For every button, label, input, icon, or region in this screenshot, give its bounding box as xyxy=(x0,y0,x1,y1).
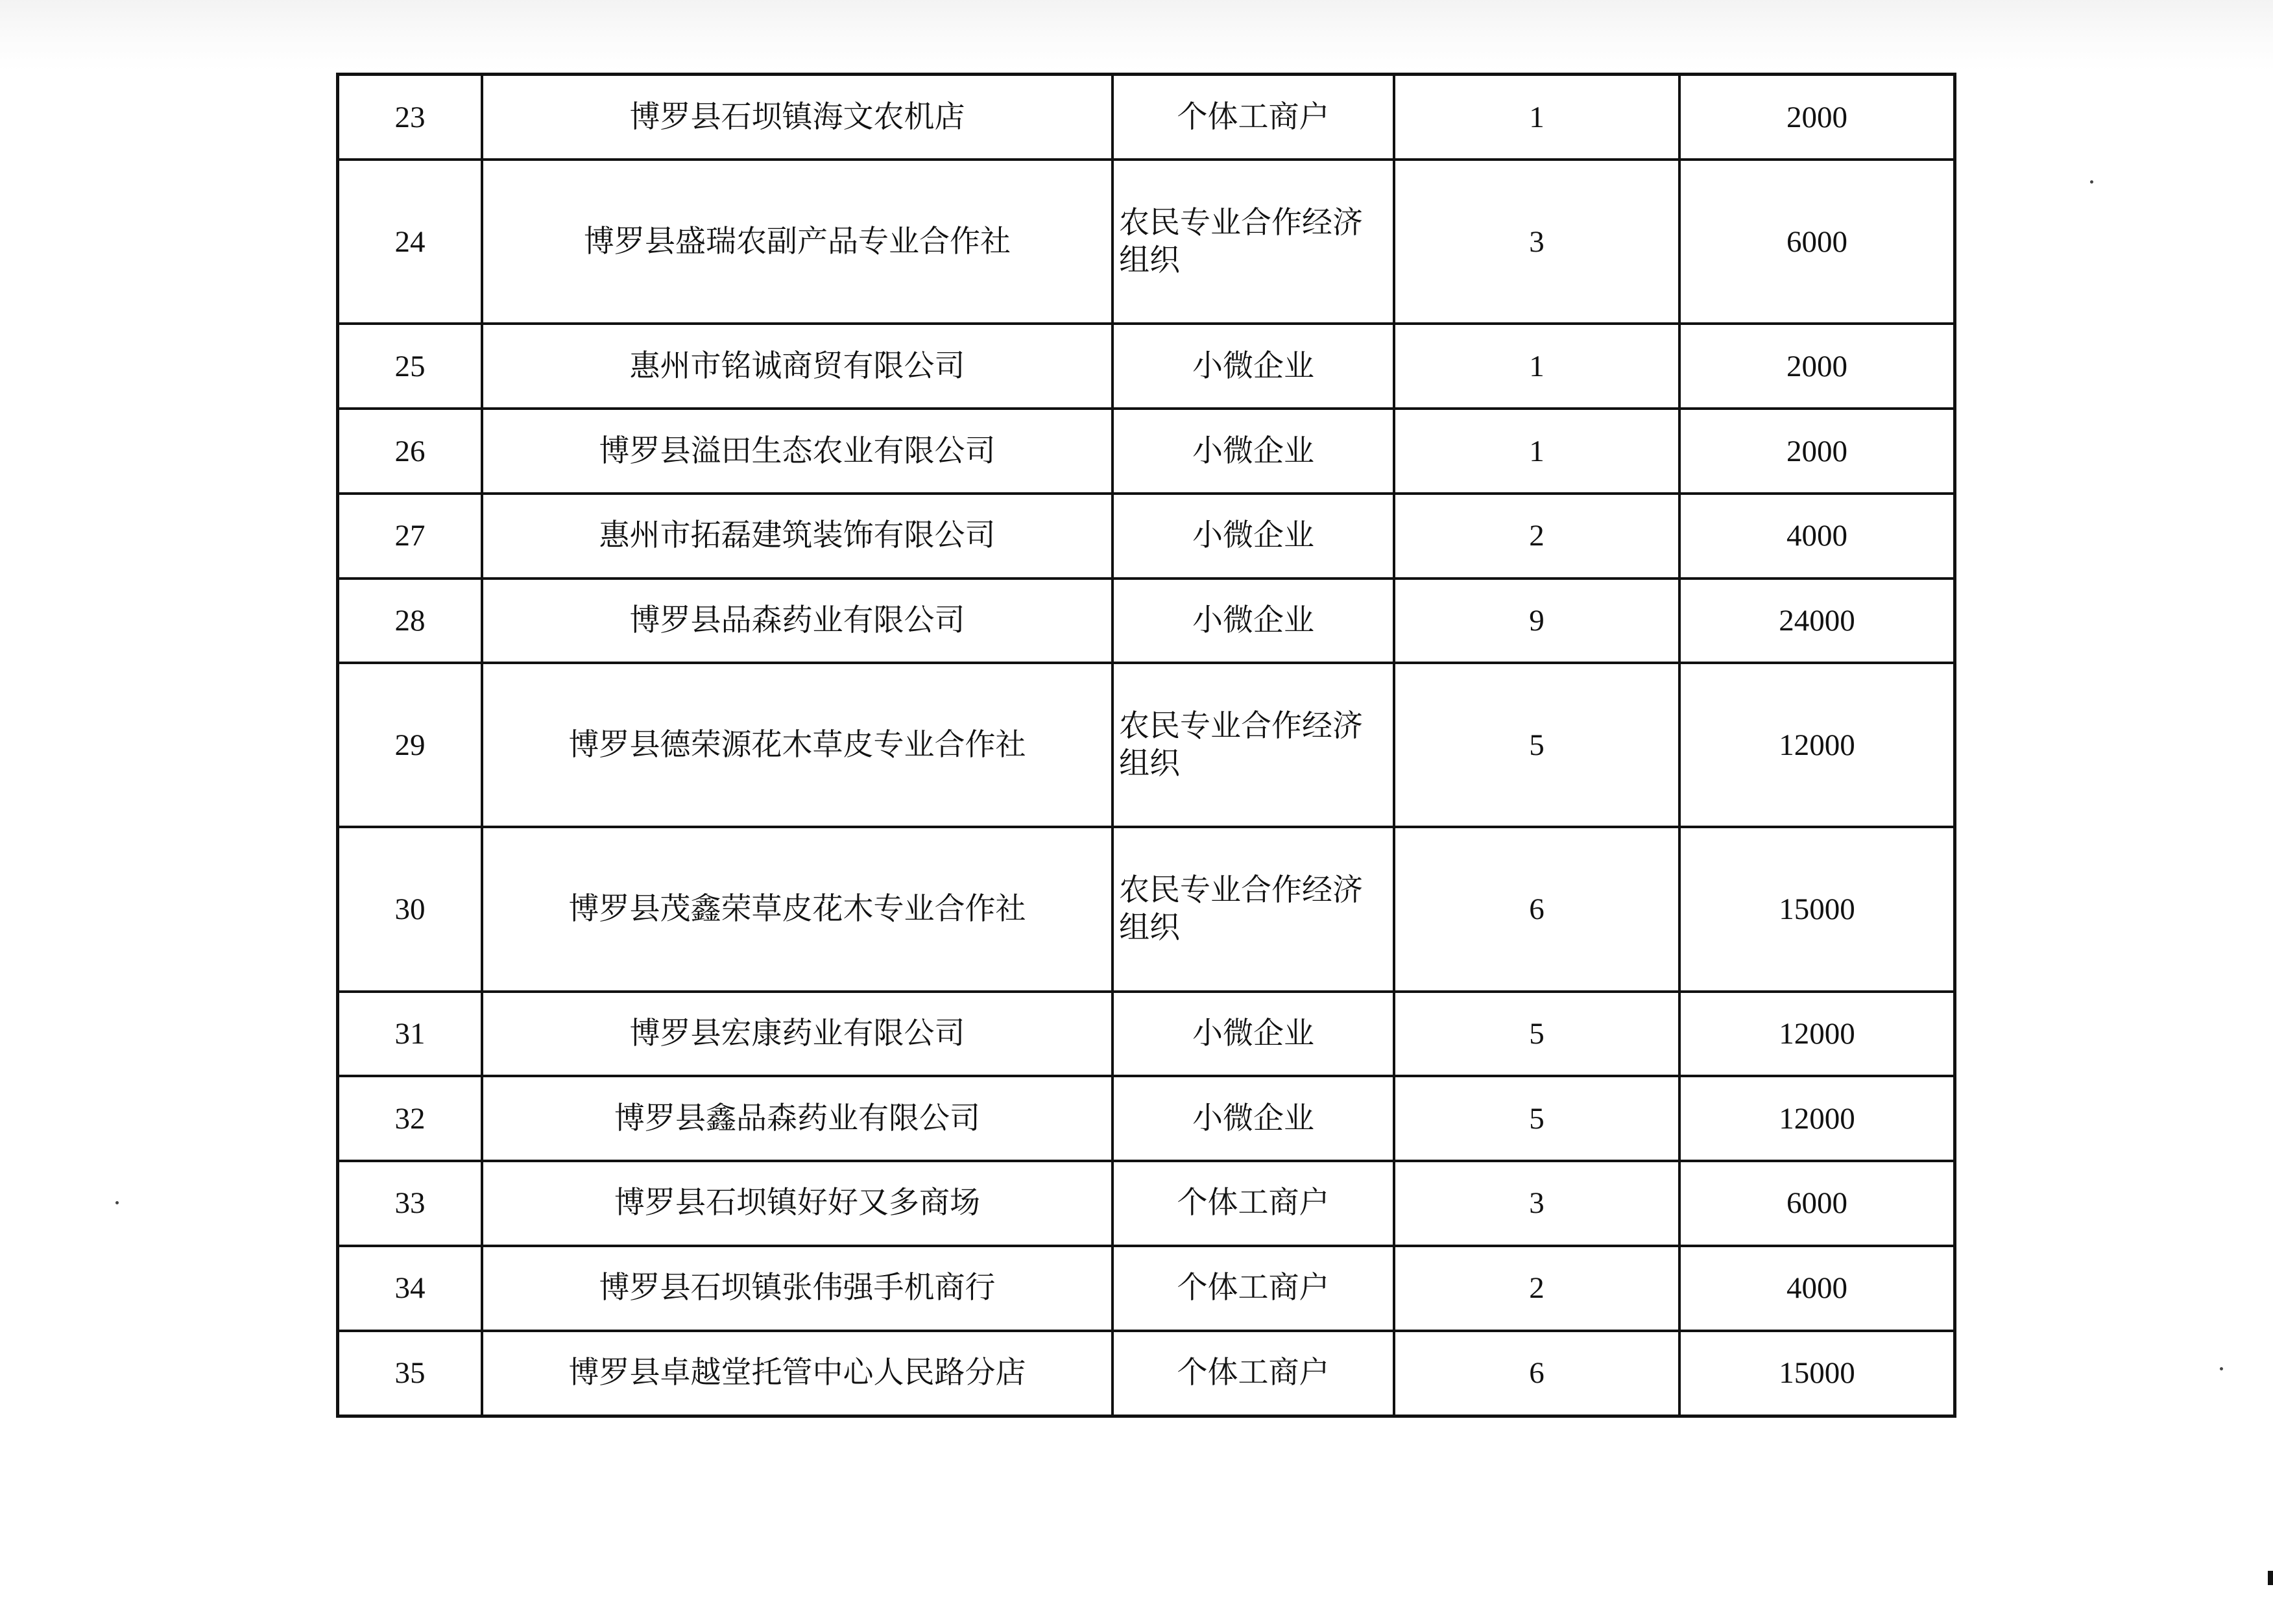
subsidy-amount-cell: 15000 xyxy=(1679,1331,1955,1416)
organization-name-cell: 博罗县石坝镇张伟强手机商行 xyxy=(482,1246,1112,1331)
subsidy-table xyxy=(336,73,1956,1418)
row-number-cell: 23 xyxy=(338,75,483,160)
row-number-cell: 32 xyxy=(338,1076,483,1161)
table-row xyxy=(338,494,1955,579)
organization-name-cell: 博罗县宏康药业有限公司 xyxy=(482,992,1112,1077)
organization-name-cell: 博罗县盛瑞农副产品专业合作社 xyxy=(482,160,1112,324)
row-number-cell: 24 xyxy=(338,160,483,324)
row-number-cell: 33 xyxy=(338,1161,483,1246)
headcount-cell: 9 xyxy=(1394,579,1679,663)
table-row xyxy=(338,1076,1955,1161)
subsidy-amount-cell: 4000 xyxy=(1679,1246,1955,1331)
organization-name-cell: 博罗县溢田生态农业有限公司 xyxy=(482,409,1112,494)
scan-corner-mark xyxy=(2268,1571,2273,1585)
organization-name-cell: 博罗县石坝镇好好又多商场 xyxy=(482,1161,1112,1246)
headcount-cell: 3 xyxy=(1394,160,1679,324)
headcount-cell: 1 xyxy=(1394,409,1679,494)
row-number-cell: 31 xyxy=(338,992,483,1077)
table-row xyxy=(338,1331,1955,1416)
organization-name-cell: 惠州市拓磊建筑装饰有限公司 xyxy=(482,494,1112,579)
organization-name-cell: 博罗县德荣源花木草皮专业合作社 xyxy=(482,663,1112,827)
headcount-cell: 5 xyxy=(1394,992,1679,1077)
scan-border-shading xyxy=(0,0,2273,71)
headcount-cell: 2 xyxy=(1394,1246,1679,1331)
subsidy-amount-cell: 2000 xyxy=(1679,409,1955,494)
table-row xyxy=(338,409,1955,494)
scan-speck xyxy=(2220,1367,2223,1370)
table-row xyxy=(338,324,1955,409)
table-row xyxy=(338,579,1955,663)
headcount-cell: 6 xyxy=(1394,1331,1679,1416)
table-body xyxy=(338,75,1955,1416)
entity-type-cell: 小微企业 xyxy=(1112,992,1394,1077)
organization-name-cell: 惠州市铭诚商贸有限公司 xyxy=(482,324,1112,409)
table-row xyxy=(338,992,1955,1077)
subsidy-amount-cell: 12000 xyxy=(1679,663,1955,827)
entity-type-cell: 个体工商户 xyxy=(1112,75,1394,160)
headcount-cell: 1 xyxy=(1394,324,1679,409)
row-number-cell: 34 xyxy=(338,1246,483,1331)
headcount-cell: 1 xyxy=(1394,75,1679,160)
table-row xyxy=(338,663,1955,827)
table-row xyxy=(338,1161,1955,1246)
subsidy-amount-cell: 15000 xyxy=(1679,827,1955,991)
entity-type-cell: 小微企业 xyxy=(1112,1076,1394,1161)
row-number-cell: 27 xyxy=(338,494,483,579)
organization-name-cell: 博罗县卓越堂托管中心人民路分店 xyxy=(482,1331,1112,1416)
entity-type-cell: 小微企业 xyxy=(1112,409,1394,494)
organization-name-cell: 博罗县鑫品森药业有限公司 xyxy=(482,1076,1112,1161)
row-number-cell: 26 xyxy=(338,409,483,494)
entity-type-cell: 农民专业合作经济组织 xyxy=(1112,827,1394,991)
subsidy-amount-cell: 2000 xyxy=(1679,324,1955,409)
subsidy-amount-cell: 2000 xyxy=(1679,75,1955,160)
entity-type-cell: 小微企业 xyxy=(1112,579,1394,663)
table-row xyxy=(338,75,1955,160)
headcount-cell: 5 xyxy=(1394,663,1679,827)
entity-type-cell: 农民专业合作经济组织 xyxy=(1112,663,1394,827)
headcount-cell: 2 xyxy=(1394,494,1679,579)
entity-type-cell: 个体工商户 xyxy=(1112,1246,1394,1331)
row-number-cell: 30 xyxy=(338,827,483,991)
row-number-cell: 28 xyxy=(338,579,483,663)
organization-name-cell: 博罗县品森药业有限公司 xyxy=(482,579,1112,663)
subsidy-amount-cell: 4000 xyxy=(1679,494,1955,579)
headcount-cell: 3 xyxy=(1394,1161,1679,1246)
table-row xyxy=(338,1246,1955,1331)
subsidy-amount-cell: 24000 xyxy=(1679,579,1955,663)
subsidy-amount-cell: 6000 xyxy=(1679,1161,1955,1246)
row-number-cell: 35 xyxy=(338,1331,483,1416)
table-row xyxy=(338,160,1955,324)
row-number-cell: 29 xyxy=(338,663,483,827)
entity-type-cell: 个体工商户 xyxy=(1112,1331,1394,1416)
subsidy-table-container xyxy=(336,73,1956,1418)
subsidy-amount-cell: 12000 xyxy=(1679,992,1955,1077)
headcount-cell: 6 xyxy=(1394,827,1679,991)
entity-type-cell: 小微企业 xyxy=(1112,494,1394,579)
row-number-cell: 25 xyxy=(338,324,483,409)
entity-type-cell: 小微企业 xyxy=(1112,324,1394,409)
subsidy-amount-cell: 6000 xyxy=(1679,160,1955,324)
scan-speck xyxy=(2090,180,2093,184)
headcount-cell: 5 xyxy=(1394,1076,1679,1161)
organization-name-cell: 博罗县石坝镇海文农机店 xyxy=(482,75,1112,160)
table-row xyxy=(338,827,1955,991)
entity-type-cell: 个体工商户 xyxy=(1112,1161,1394,1246)
subsidy-amount-cell: 12000 xyxy=(1679,1076,1955,1161)
scan-speck xyxy=(115,1201,119,1204)
entity-type-cell: 农民专业合作经济组织 xyxy=(1112,160,1394,324)
organization-name-cell: 博罗县茂鑫荣草皮花木专业合作社 xyxy=(482,827,1112,991)
